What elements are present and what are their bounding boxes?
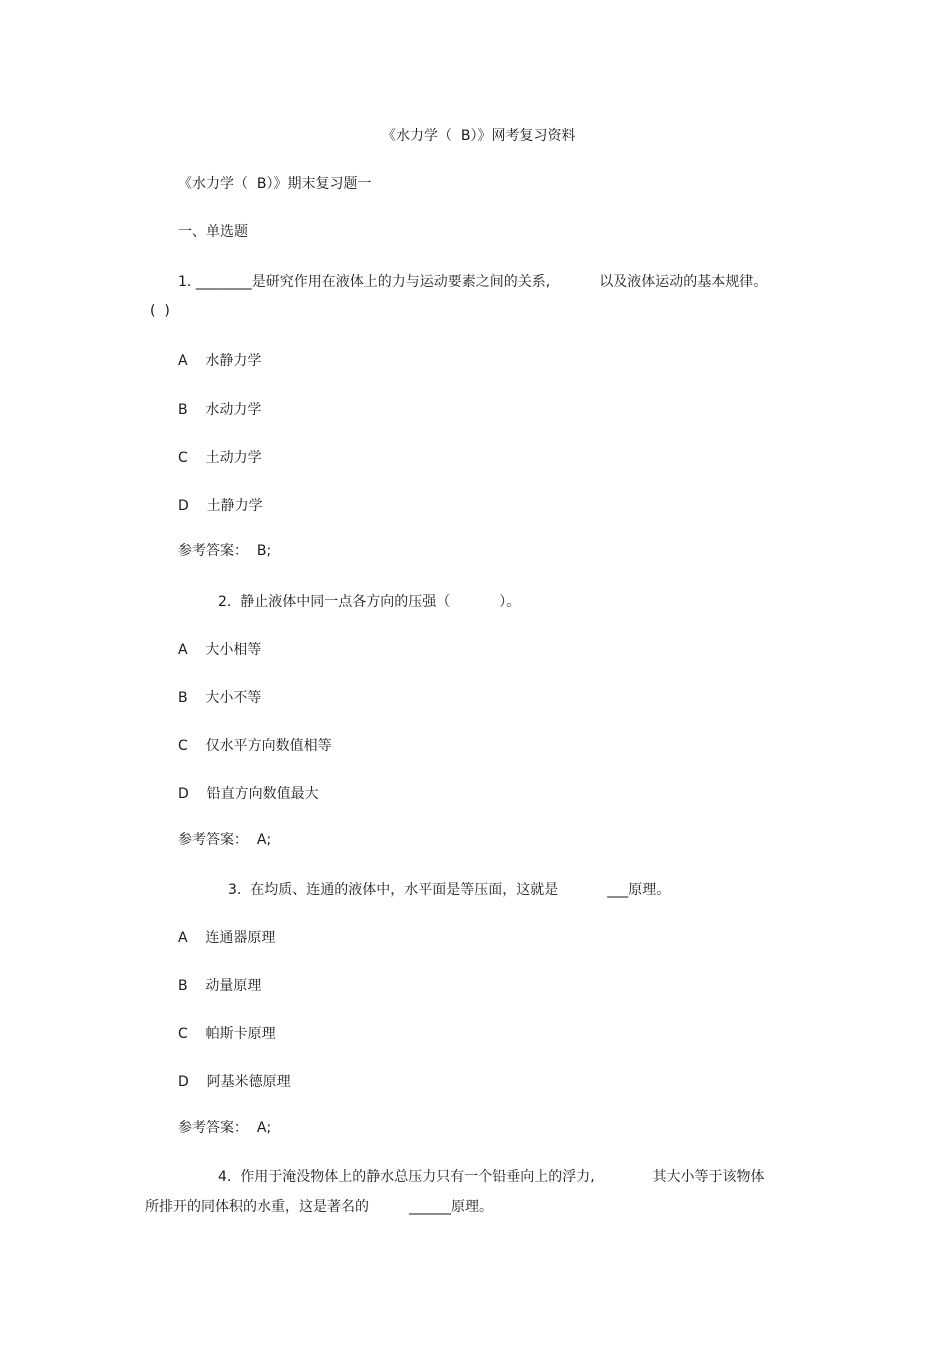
question-2-option-a: A 大小相等 xyxy=(178,642,262,658)
question-2-stem: 2. 静止液体中同一点各方向的压强（ ）。 xyxy=(218,594,521,610)
question-2-option-c: C 仅水平方向数值相等 xyxy=(178,738,332,754)
question-3-answer: 参考答案： A; xyxy=(178,1120,272,1136)
question-2-answer: 参考答案： A; xyxy=(178,832,272,848)
section-heading: 一、单选题 xyxy=(178,224,248,240)
question-1-option-d: D 土静力学 xyxy=(178,498,263,514)
question-1-answer: 参考答案： B; xyxy=(178,543,272,559)
question-1-stem: 1. ________是研究作用在液体上的力与运动要素之间的关系, 以及液体运动的基本规律。 xyxy=(178,274,768,290)
question-1-stem-cont: ( ) xyxy=(150,303,170,319)
document-title: 《水力学（ B）》网考复习资料 xyxy=(382,128,576,144)
question-4-stem: 4. 作用于淹没物体上的静水总压力只有一个铅垂向上的浮力, 其大小等于该物体 xyxy=(218,1169,765,1185)
question-3-option-a: A 连通器原理 xyxy=(178,930,276,946)
question-1-option-c: C 土动力学 xyxy=(178,450,262,466)
question-3-option-d: D 阿基米德原理 xyxy=(178,1074,291,1090)
question-2-option-b: B 大小不等 xyxy=(178,690,262,706)
question-2-option-d: D 铅直方向数值最大 xyxy=(178,786,319,802)
exam-subtitle: 《水力学（ B）》期末复习题一 xyxy=(178,176,372,192)
question-3-option-c: C 帕斯卡原理 xyxy=(178,1026,276,1042)
question-4-stem-cont: 所排开的同体积的水重，这是著名的 ______原理。 xyxy=(145,1199,494,1215)
question-1-option-b: B 水动力学 xyxy=(178,402,262,418)
question-1-option-a: A 水静力学 xyxy=(178,353,262,369)
question-3-option-b: B 动量原理 xyxy=(178,978,262,994)
question-3-stem: 3. 在均质、连通的液体中，水平面是等压面，这就是 ___原理。 xyxy=(228,882,671,898)
